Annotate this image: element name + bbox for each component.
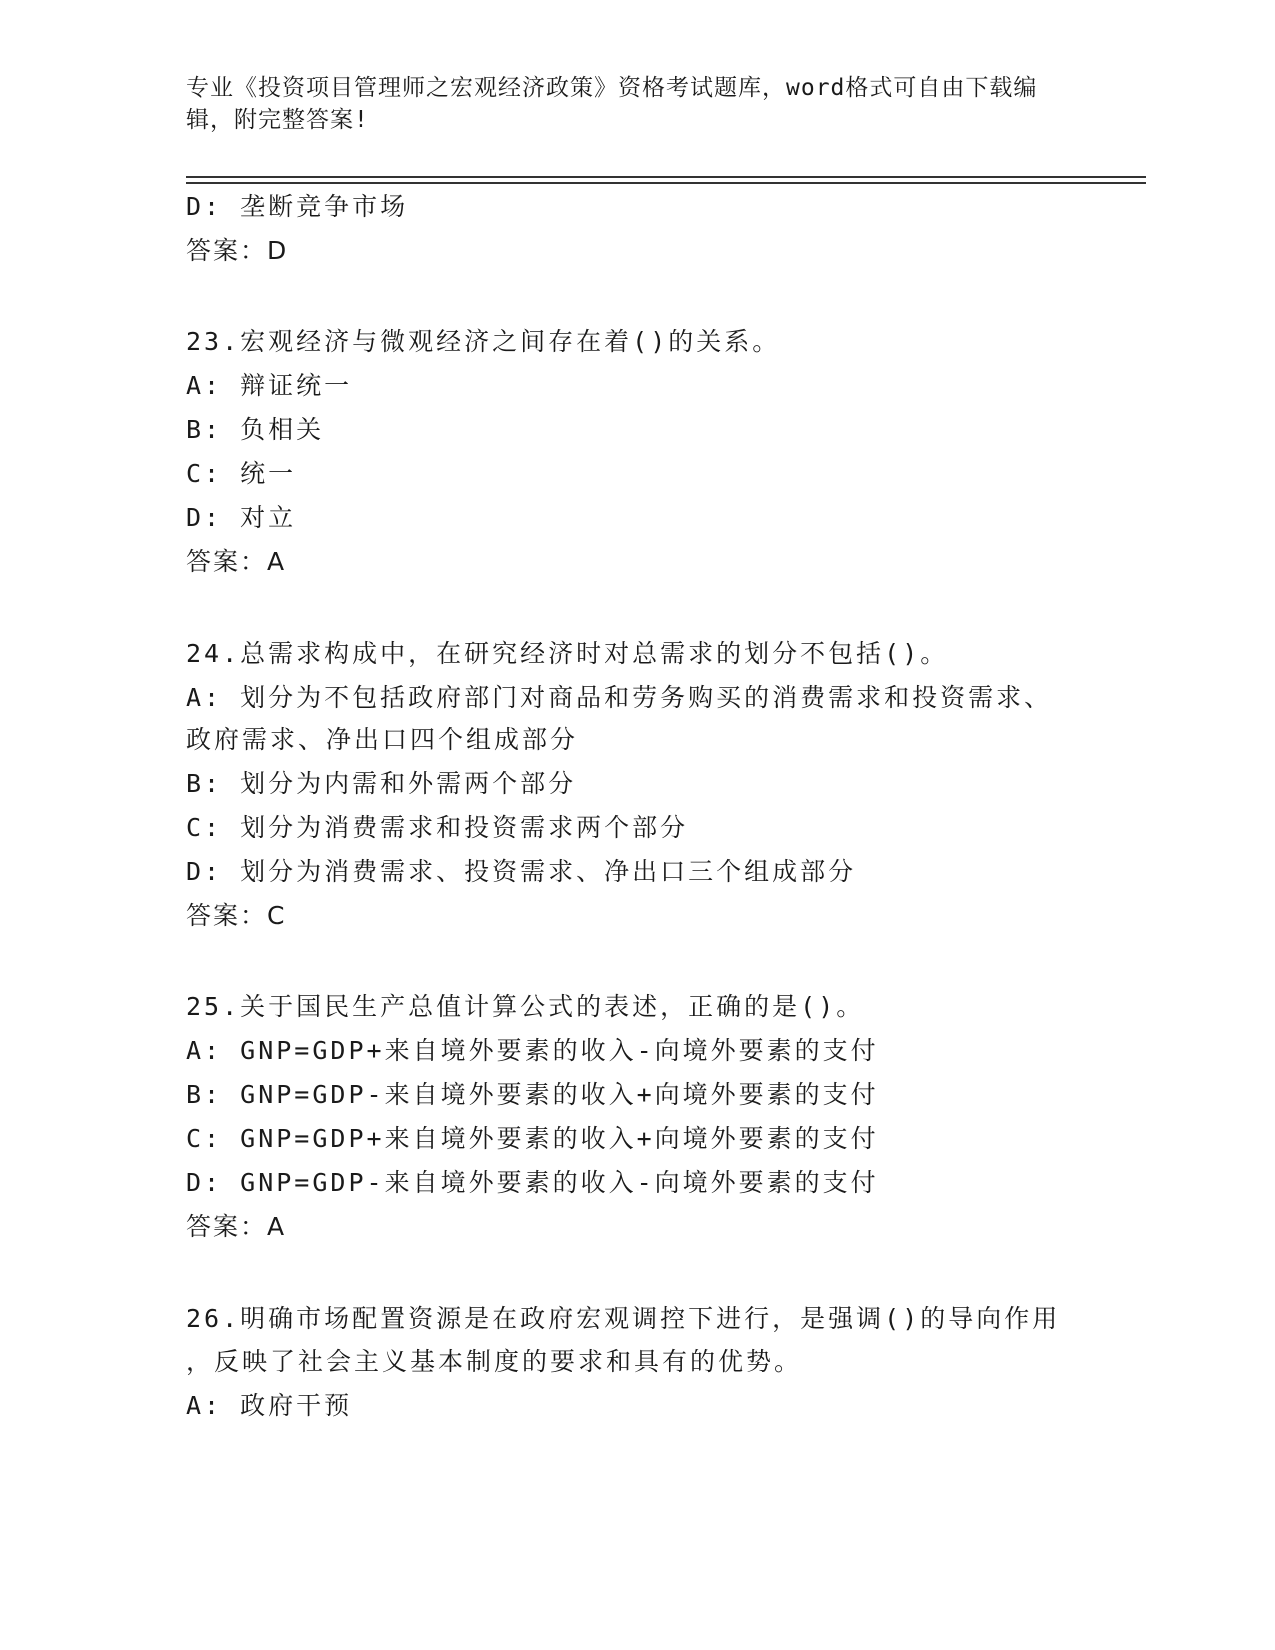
option-text: A: 政府干预 (186, 1391, 353, 1420)
option-text: A: GNP=GDP+来自境外要素的收入-向境外要素的支付 (186, 1036, 879, 1065)
answer-line: 答案：D (186, 236, 289, 265)
question-stem: 25.关于国民生产总值计算公式的表述，正确的是()。 (186, 992, 865, 1021)
question-stem-continued: ，反映了社会主义基本制度的要求和具有的优势。 (186, 1347, 803, 1376)
option-text: B: 负相关 (186, 415, 325, 444)
option-text: B: GNP=GDP-来自境外要素的收入+向境外要素的支付 (186, 1080, 879, 1109)
question-stem: 26.明确市场配置资源是在政府宏观调控下进行，是强调()的导向作用 (186, 1304, 1061, 1333)
question-stem: 24.总需求构成中，在研究经济时对总需求的划分不包括()。 (186, 639, 949, 668)
header-line-2: 辑，附完整答案! (186, 107, 369, 133)
option-text: D: 垄断竞争市场 (186, 192, 409, 221)
header-line-1: 专业《投资项目管理师之宏观经济政策》资格考试题库，word格式可自由下载编 (186, 75, 1038, 101)
option-text: B: 划分为内需和外需两个部分 (186, 769, 577, 798)
option-text: C: 划分为消费需求和投资需求两个部分 (186, 813, 689, 842)
option-text: C: GNP=GDP+来自境外要素的收入+向境外要素的支付 (186, 1124, 879, 1153)
option-text: D: GNP=GDP-来自境外要素的收入-向境外要素的支付 (186, 1168, 879, 1197)
option-text-continued: 政府需求、净出口四个组成部分 (186, 725, 579, 754)
option-text: C: 统一 (186, 459, 297, 488)
option-text: D: 划分为消费需求、投资需求、净出口三个组成部分 (186, 857, 857, 886)
option-text: D: 对立 (186, 503, 297, 532)
option-text: A: 划分为不包括政府部门对商品和劳务购买的消费需求和投资需求、 (186, 683, 1053, 712)
question-stem: 23.宏观经济与微观经济之间存在着()的关系。 (186, 327, 781, 356)
document-header (186, 72, 1076, 136)
answer-line: 答案：C (186, 901, 287, 930)
option-text: A: 辩证统一 (186, 371, 353, 400)
answer-line: 答案：A (186, 547, 287, 576)
header-divider-top (186, 176, 1146, 178)
header-divider-bottom (186, 182, 1146, 184)
answer-line: 答案：A (186, 1212, 287, 1241)
